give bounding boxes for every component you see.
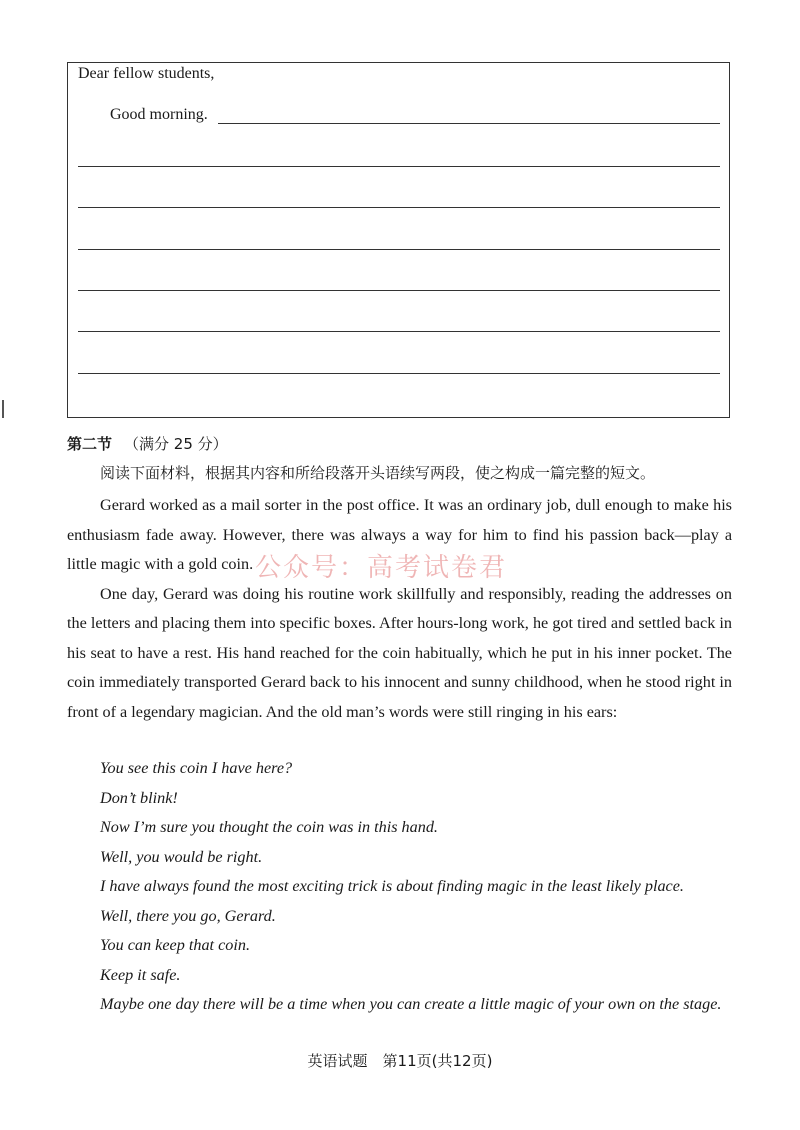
dialogue-line: Now I’m sure you thought the coin was in this hand. [100, 818, 438, 836]
writing-answer-box [67, 62, 730, 418]
magician-dialogue [67, 754, 732, 1020]
dialogue-line: Well, there you go, Gerard. [100, 906, 276, 925]
dialogue-line: Well, you would be right. [100, 847, 263, 866]
writing-line [78, 249, 720, 250]
writing-line [78, 373, 720, 374]
binder-mark [2, 400, 4, 418]
page-footer: 英语试题 第11页(共12页) [307, 1052, 493, 1070]
passage-paragraph: One day, Gerard was doing his routine work skillfully and responsibly, reading the addresses on the letters and placing them into specific boxes. After hours-long work, he got tired and settled back in his seat to have a rest. His hand reached for the coin habitually, which he put in his inner pocket. The coin immediately transported Gerard back to his innocent and sunny childhood, when he stood right in front of a legendary magician. And the old man’s words were still ringing in his ears: [67, 584, 732, 721]
section-title: 第二节 [67, 435, 113, 453]
writing-line [78, 166, 720, 167]
writing-line [78, 207, 720, 208]
section-heading [67, 433, 228, 454]
dialogue-line: You can keep that coin. [100, 936, 251, 954]
dialogue-line: I have always found the most exciting trick is about finding magic in the least likely place. [100, 877, 684, 895]
watermark: 公众号：高考试卷君 [255, 553, 508, 583]
writing-line [218, 123, 720, 124]
letter-salutation: Dear fellow students, [78, 65, 215, 82]
section-instructions: 阅读下面材料，根据其内容和所给段落开头语续写两段，使之构成一篇完整的短文。 [100, 464, 656, 482]
dialogue-line: You see this coin I have here? [100, 759, 293, 777]
section-score: （满分 25 分） [124, 435, 228, 453]
passage-paragraph: Gerard worked as a mail sorter in the post office. It was an ordinary job, dull enough to make his enthusiasm fade away. However, there was always a way for him to find his passion back—play a little magic with a gold coin. [67, 496, 732, 573]
dialogue-line: Keep it safe. [100, 965, 181, 984]
letter-greeting: Good morning. [110, 106, 208, 123]
reading-passage [67, 491, 732, 727]
writing-line [78, 331, 720, 332]
writing-line [78, 290, 720, 291]
dialogue-line: Maybe one day there will be a time when you can create a little magic of your own on the stage. [100, 995, 722, 1013]
dialogue-line: Don’t blink! [100, 788, 178, 807]
